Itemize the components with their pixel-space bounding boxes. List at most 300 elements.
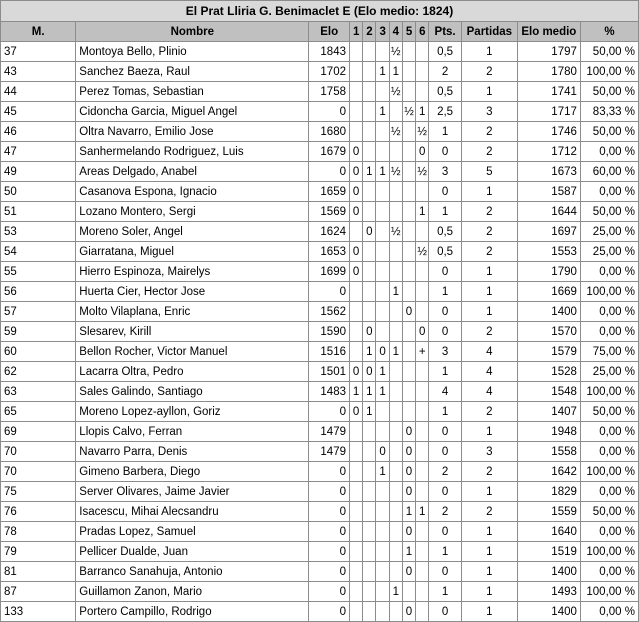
player-elo: 1483 (309, 382, 350, 402)
average-elo: 1780 (517, 62, 580, 82)
round-6-result: 1 (416, 502, 429, 522)
games-played: 2 (461, 122, 517, 142)
player-name: Giarratana, Miguel (76, 242, 309, 262)
percentage: 25,00 % (580, 222, 638, 242)
percentage: 0,00 % (580, 562, 638, 582)
percentage: 0,00 % (580, 302, 638, 322)
round-4-result (389, 562, 402, 582)
round-4-result: ½ (389, 42, 402, 62)
player-elo: 0 (309, 282, 350, 302)
round-2-result (363, 482, 376, 502)
round-3-result (376, 242, 389, 262)
round-6-result (416, 442, 429, 462)
table-row (1, 222, 639, 242)
percentage: 60,00 % (580, 162, 638, 182)
player-elo: 1479 (309, 422, 350, 442)
round-6-result (416, 42, 429, 62)
header-pts: Pts. (429, 22, 462, 42)
round-5-result: 0 (402, 462, 415, 482)
member-number: 65 (1, 402, 76, 422)
round-2-result (363, 42, 376, 62)
round-6-result: 1 (416, 202, 429, 222)
average-elo: 1673 (517, 162, 580, 182)
round-1-result (350, 442, 363, 462)
player-name: Gimeno Barbera, Diego (76, 462, 309, 482)
games-played: 2 (461, 142, 517, 162)
round-2-result (363, 122, 376, 142)
round-5-result (402, 202, 415, 222)
average-elo: 1697 (517, 222, 580, 242)
player-name: Areas Delgado, Anabel (76, 162, 309, 182)
round-5-result (402, 382, 415, 402)
round-3-result (376, 402, 389, 422)
round-5-result (402, 182, 415, 202)
average-elo: 1797 (517, 42, 580, 62)
percentage: 100,00 % (580, 462, 638, 482)
round-3-result: 1 (376, 362, 389, 382)
round-5-result (402, 122, 415, 142)
table-row (1, 482, 639, 502)
header-nombre: Nombre (76, 22, 309, 42)
round-1-result: 0 (350, 262, 363, 282)
member-number: 75 (1, 482, 76, 502)
points: 0,5 (429, 82, 462, 102)
round-1-result (350, 422, 363, 442)
round-2-result (363, 242, 376, 262)
average-elo: 1669 (517, 282, 580, 302)
round-3-result (376, 602, 389, 622)
round-4-result (389, 522, 402, 542)
round-3-result (376, 262, 389, 282)
round-3-result: 1 (376, 62, 389, 82)
round-3-result (376, 542, 389, 562)
round-2-result: 0 (363, 222, 376, 242)
player-elo: 1590 (309, 322, 350, 342)
player-elo: 1501 (309, 362, 350, 382)
header-row (1, 22, 639, 42)
games-played: 1 (461, 542, 517, 562)
percentage: 100,00 % (580, 582, 638, 602)
round-6-result (416, 362, 429, 382)
table-row (1, 42, 639, 62)
table-body (1, 42, 639, 622)
points: 3 (429, 342, 462, 362)
table-row (1, 442, 639, 462)
round-1-result (350, 482, 363, 502)
round-4-result: 1 (389, 342, 402, 362)
games-played: 5 (461, 162, 517, 182)
points: 1 (429, 362, 462, 382)
round-4-result: ½ (389, 122, 402, 142)
games-played: 1 (461, 302, 517, 322)
round-4-result (389, 262, 402, 282)
player-name: Cidoncha Garcia, Miguel Angel (76, 102, 309, 122)
round-6-result (416, 482, 429, 502)
round-6-result (416, 542, 429, 562)
player-name: Oltra Navarro, Emilio Jose (76, 122, 309, 142)
header-r5: 5 (402, 22, 415, 42)
member-number: 62 (1, 362, 76, 382)
member-number: 53 (1, 222, 76, 242)
round-2-result (363, 602, 376, 622)
games-played: 2 (461, 202, 517, 222)
round-4-result: 1 (389, 582, 402, 602)
player-name: Montoya Bello, Plinio (76, 42, 309, 62)
round-6-result (416, 282, 429, 302)
average-elo: 1570 (517, 322, 580, 342)
round-3-result: 1 (376, 462, 389, 482)
table-row (1, 262, 639, 282)
round-5-result (402, 42, 415, 62)
average-elo: 1746 (517, 122, 580, 142)
round-4-result (389, 402, 402, 422)
table-row (1, 182, 639, 202)
round-6-result (416, 382, 429, 402)
member-number: 44 (1, 82, 76, 102)
round-6-result (416, 462, 429, 482)
average-elo: 1712 (517, 142, 580, 162)
round-3-result: 1 (376, 382, 389, 402)
games-played: 1 (461, 82, 517, 102)
member-number: 63 (1, 382, 76, 402)
average-elo: 1741 (517, 82, 580, 102)
percentage: 0,00 % (580, 322, 638, 342)
player-name: Llopis Calvo, Ferran (76, 422, 309, 442)
round-3-result: 1 (376, 102, 389, 122)
round-1-result (350, 42, 363, 62)
round-1-result (350, 62, 363, 82)
table-row (1, 562, 639, 582)
player-elo: 0 (309, 462, 350, 482)
round-5-result (402, 362, 415, 382)
player-name: Bellon Rocher, Victor Manuel (76, 342, 309, 362)
average-elo: 1790 (517, 262, 580, 282)
games-played: 2 (461, 62, 517, 82)
header-elo-medio: Elo medio (517, 22, 580, 42)
member-number: 57 (1, 302, 76, 322)
average-elo: 1400 (517, 302, 580, 322)
average-elo: 1558 (517, 442, 580, 462)
games-played: 3 (461, 102, 517, 122)
round-4-result (389, 362, 402, 382)
round-3-result (376, 42, 389, 62)
round-4-result: ½ (389, 82, 402, 102)
round-2-result (363, 582, 376, 602)
round-4-result (389, 462, 402, 482)
games-played: 1 (461, 582, 517, 602)
round-1-result: 0 (350, 162, 363, 182)
percentage: 100,00 % (580, 282, 638, 302)
member-number: 50 (1, 182, 76, 202)
player-elo: 1758 (309, 82, 350, 102)
round-3-result (376, 282, 389, 302)
player-elo: 1679 (309, 142, 350, 162)
player-elo: 0 (309, 502, 350, 522)
round-3-result (376, 522, 389, 542)
table-row (1, 142, 639, 162)
round-6-result: ½ (416, 162, 429, 182)
average-elo: 1559 (517, 502, 580, 522)
member-number: 69 (1, 422, 76, 442)
player-elo: 1702 (309, 62, 350, 82)
round-1-result: 1 (350, 382, 363, 402)
percentage: 0,00 % (580, 142, 638, 162)
player-elo: 0 (309, 162, 350, 182)
member-number: 47 (1, 142, 76, 162)
round-5-result (402, 162, 415, 182)
round-5-result: 0 (402, 302, 415, 322)
table-row (1, 522, 639, 542)
member-number: 45 (1, 102, 76, 122)
member-number: 59 (1, 322, 76, 342)
percentage: 0,00 % (580, 262, 638, 282)
round-4-result (389, 442, 402, 462)
header-pct: % (580, 22, 638, 42)
header-r2: 2 (363, 22, 376, 42)
round-2-result (363, 262, 376, 282)
table-row (1, 582, 639, 602)
points: 0 (429, 602, 462, 622)
points: 0,5 (429, 242, 462, 262)
player-name: Slesarev, Kirill (76, 322, 309, 342)
header-partidas: Partidas (461, 22, 517, 42)
member-number: 70 (1, 442, 76, 462)
points: 0,5 (429, 222, 462, 242)
round-2-result (363, 522, 376, 542)
points: 0 (429, 442, 462, 462)
round-3-result (376, 82, 389, 102)
round-5-result (402, 582, 415, 602)
header-r1: 1 (350, 22, 363, 42)
percentage: 100,00 % (580, 542, 638, 562)
average-elo: 1579 (517, 342, 580, 362)
round-1-result (350, 282, 363, 302)
table-row (1, 302, 639, 322)
round-4-result (389, 102, 402, 122)
round-1-result (350, 462, 363, 482)
games-played: 1 (461, 282, 517, 302)
member-number: 70 (1, 462, 76, 482)
round-5-result: 1 (402, 502, 415, 522)
round-4-result (389, 542, 402, 562)
round-3-result: 0 (376, 342, 389, 362)
points: 1 (429, 542, 462, 562)
round-3-result: 0 (376, 442, 389, 462)
player-name: Perez Tomas, Sebastian (76, 82, 309, 102)
round-4-result: 1 (389, 62, 402, 82)
points: 2 (429, 462, 462, 482)
points: 0 (429, 322, 462, 342)
round-3-result (376, 302, 389, 322)
percentage: 0,00 % (580, 442, 638, 462)
points: 0 (429, 522, 462, 542)
round-4-result (389, 302, 402, 322)
round-5-result: 0 (402, 482, 415, 502)
round-6-result (416, 262, 429, 282)
round-4-result (389, 322, 402, 342)
round-5-result (402, 82, 415, 102)
round-3-result (376, 562, 389, 582)
round-2-result (363, 462, 376, 482)
player-name: Hierro Espinoza, Mairelys (76, 262, 309, 282)
percentage: 50,00 % (580, 82, 638, 102)
table-row (1, 242, 639, 262)
round-4-result (389, 182, 402, 202)
percentage: 50,00 % (580, 402, 638, 422)
round-6-result (416, 582, 429, 602)
player-elo: 0 (309, 102, 350, 122)
points: 1 (429, 282, 462, 302)
player-elo: 1569 (309, 202, 350, 222)
player-name: Sales Galindo, Santiago (76, 382, 309, 402)
round-5-result: 0 (402, 422, 415, 442)
round-1-result (350, 102, 363, 122)
round-6-result: 0 (416, 142, 429, 162)
member-number: 37 (1, 42, 76, 62)
round-3-result: 1 (376, 162, 389, 182)
round-3-result (376, 422, 389, 442)
round-4-result: ½ (389, 222, 402, 242)
player-name: Barranco Sanahuja, Antonio (76, 562, 309, 582)
member-number: 56 (1, 282, 76, 302)
round-3-result (376, 582, 389, 602)
percentage: 100,00 % (580, 62, 638, 82)
round-4-result (389, 482, 402, 502)
player-elo: 0 (309, 562, 350, 582)
points: 2 (429, 502, 462, 522)
average-elo: 1587 (517, 182, 580, 202)
average-elo: 1400 (517, 602, 580, 622)
average-elo: 1519 (517, 542, 580, 562)
member-number: 81 (1, 562, 76, 582)
table-row (1, 122, 639, 142)
player-name: Moreno Soler, Angel (76, 222, 309, 242)
round-1-result: 0 (350, 182, 363, 202)
player-name: Sanchez Baeza, Raul (76, 62, 309, 82)
round-3-result (376, 222, 389, 242)
player-elo: 1479 (309, 442, 350, 462)
round-2-result (363, 562, 376, 582)
round-2-result (363, 282, 376, 302)
percentage: 25,00 % (580, 362, 638, 382)
points: 4 (429, 382, 462, 402)
round-5-result (402, 282, 415, 302)
games-played: 1 (461, 422, 517, 442)
round-2-result (363, 442, 376, 462)
points: 0 (429, 482, 462, 502)
round-2-result: 1 (363, 382, 376, 402)
games-played: 3 (461, 442, 517, 462)
round-2-result (363, 102, 376, 122)
round-5-result: 0 (402, 602, 415, 622)
points: 0 (429, 302, 462, 322)
player-elo: 0 (309, 602, 350, 622)
round-2-result (363, 302, 376, 322)
percentage: 50,00 % (580, 122, 638, 142)
percentage: 0,00 % (580, 602, 638, 622)
games-played: 2 (461, 462, 517, 482)
round-6-result (416, 302, 429, 322)
points: 1 (429, 402, 462, 422)
points: 0,5 (429, 42, 462, 62)
average-elo: 1948 (517, 422, 580, 442)
round-2-result: 1 (363, 342, 376, 362)
percentage: 0,00 % (580, 522, 638, 542)
round-6-result (416, 522, 429, 542)
table-row (1, 162, 639, 182)
percentage: 75,00 % (580, 342, 638, 362)
round-4-result (389, 142, 402, 162)
table-row (1, 322, 639, 342)
round-4-result (389, 502, 402, 522)
member-number: 76 (1, 502, 76, 522)
percentage: 0,00 % (580, 422, 638, 442)
round-1-result (350, 542, 363, 562)
header-r6: 6 (416, 22, 429, 42)
round-4-result (389, 602, 402, 622)
points: 2 (429, 62, 462, 82)
games-played: 1 (461, 482, 517, 502)
round-5-result: 1 (402, 542, 415, 562)
games-played: 2 (461, 502, 517, 522)
table-title: El Prat Lliria G. Benimaclet E (Elo medio: 1824) (1, 1, 639, 22)
member-number: 54 (1, 242, 76, 262)
member-number: 43 (1, 62, 76, 82)
player-name: Pellicer Dualde, Juan (76, 542, 309, 562)
percentage: 0,00 % (580, 482, 638, 502)
round-3-result (376, 202, 389, 222)
percentage: 50,00 % (580, 502, 638, 522)
average-elo: 1644 (517, 202, 580, 222)
player-elo: 0 (309, 402, 350, 422)
member-number: 46 (1, 122, 76, 142)
round-5-result (402, 242, 415, 262)
round-6-result: ½ (416, 122, 429, 142)
games-played: 2 (461, 222, 517, 242)
player-name: Isacescu, Mihai Alecsandru (76, 502, 309, 522)
round-6-result (416, 222, 429, 242)
percentage: 83,33 % (580, 102, 638, 122)
round-6-result (416, 62, 429, 82)
round-4-result (389, 422, 402, 442)
round-5-result (402, 222, 415, 242)
round-5-result: 0 (402, 522, 415, 542)
points: 0 (429, 262, 462, 282)
games-played: 2 (461, 322, 517, 342)
average-elo: 1553 (517, 242, 580, 262)
round-1-result (350, 302, 363, 322)
table-row (1, 362, 639, 382)
games-played: 1 (461, 522, 517, 542)
member-number: 60 (1, 342, 76, 362)
player-name: Casanova Espona, Ignacio (76, 182, 309, 202)
table-row (1, 82, 639, 102)
round-5-result: 0 (402, 442, 415, 462)
table-row (1, 102, 639, 122)
round-1-result (350, 82, 363, 102)
player-name: Huerta Cier, Hector Jose (76, 282, 309, 302)
average-elo: 1548 (517, 382, 580, 402)
points: 1 (429, 202, 462, 222)
average-elo: 1717 (517, 102, 580, 122)
player-name: Portero Campillo, Rodrigo (76, 602, 309, 622)
games-played: 2 (461, 402, 517, 422)
round-4-result: ½ (389, 162, 402, 182)
round-6-result: + (416, 342, 429, 362)
round-1-result (350, 222, 363, 242)
player-elo: 1680 (309, 122, 350, 142)
round-6-result (416, 82, 429, 102)
